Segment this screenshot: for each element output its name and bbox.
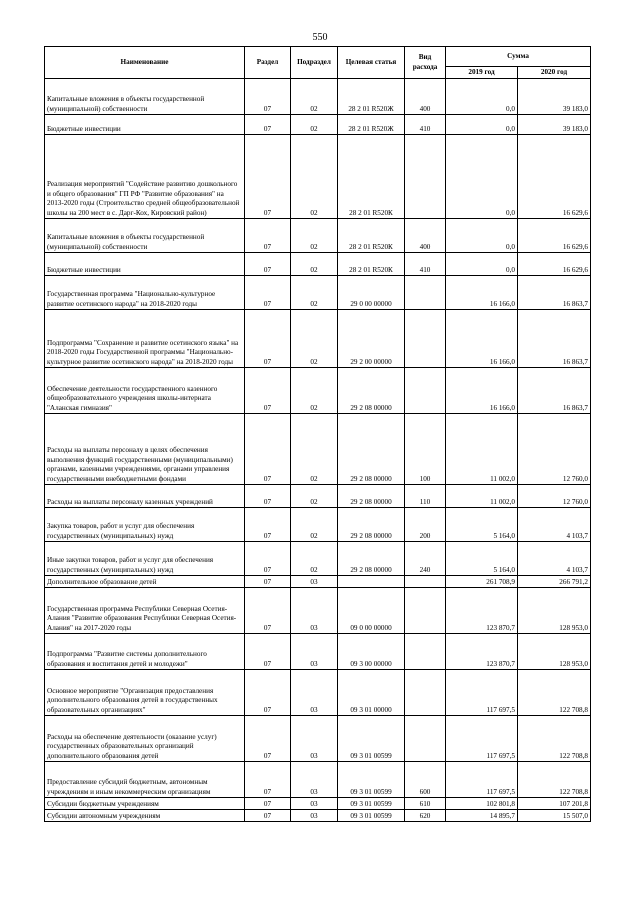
row-name: Государственная программа Республики Северная Осетия-Алания "Развитие образования Республики Северная Осетия-Алания" на 2017-2020 годы (45, 588, 245, 634)
row-name: Обеспечение деятельности государственного казенного общеобразовательного учреждения школы-интерната "Аланская гимназия" (45, 368, 245, 414)
row-sum-2020: 122 708,8 (518, 762, 591, 798)
row-subsection: 02 (291, 219, 338, 253)
row-sum-2019: 0,0 (446, 115, 518, 135)
row-sum-2020: 16 629,6 (518, 219, 591, 253)
row-kind: 610 (405, 798, 446, 810)
table-row (45, 810, 591, 822)
row-section: 07 (245, 542, 291, 576)
row-section: 07 (245, 762, 291, 798)
row-sum-2019: 123 870,7 (446, 634, 518, 670)
row-sum-2020: 16 629,6 (518, 135, 591, 219)
row-section: 07 (245, 79, 291, 115)
row-subsection: 03 (291, 810, 338, 822)
table-row (45, 588, 591, 634)
row-section: 07 (245, 310, 291, 368)
row-subsection: 03 (291, 634, 338, 670)
row-target: 09 3 01 00599 (338, 798, 405, 810)
row-section: 07 (245, 716, 291, 762)
row-sum-2019: 16 166,0 (446, 276, 518, 310)
row-section: 07 (245, 253, 291, 276)
row-sum-2019: 16 166,0 (446, 368, 518, 414)
row-target: 29 2 00 00000 (338, 310, 405, 368)
table-row (45, 716, 591, 762)
row-subsection: 03 (291, 588, 338, 634)
row-subsection: 02 (291, 253, 338, 276)
row-name: Основное мероприятие "Организация предоставления дополнительного образования детей в государственных образовательных организациях" (45, 670, 245, 716)
table-row (45, 79, 591, 115)
row-sum-2019: 117 697,5 (446, 716, 518, 762)
row-sum-2020: 4 103,7 (518, 508, 591, 542)
row-kind (405, 368, 446, 414)
row-subsection: 03 (291, 576, 338, 588)
row-name: Закупка товаров, работ и услуг для обеспечения государственных (муниципальных) нужд (45, 508, 245, 542)
table-row (45, 576, 591, 588)
row-sum-2019: 14 895,7 (446, 810, 518, 822)
table-row (45, 135, 591, 219)
row-subsection: 03 (291, 798, 338, 810)
row-target: 29 0 00 00000 (338, 276, 405, 310)
row-sum-2020: 4 103,7 (518, 542, 591, 576)
row-sum-2019: 11 002,0 (446, 485, 518, 508)
row-name: Бюджетные инвестиции (45, 253, 245, 276)
row-subsection: 02 (291, 276, 338, 310)
row-sum-2020: 266 791,2 (518, 576, 591, 588)
table-row (45, 276, 591, 310)
table-row (45, 485, 591, 508)
row-name: Субсидии автономным учреждениям (45, 810, 245, 822)
table-body (45, 79, 591, 822)
row-section: 07 (245, 508, 291, 542)
row-kind: 410 (405, 115, 446, 135)
row-sum-2020: 122 708,8 (518, 716, 591, 762)
row-section: 07 (245, 115, 291, 135)
row-target (338, 576, 405, 588)
table-row (45, 798, 591, 810)
table-header (45, 47, 591, 79)
row-subsection: 02 (291, 135, 338, 219)
row-sum-2020: 12 760,0 (518, 485, 591, 508)
row-target: 09 3 01 00599 (338, 716, 405, 762)
row-kind: 410 (405, 253, 446, 276)
row-sum-2019: 117 697,5 (446, 670, 518, 716)
row-name: Капитальные вложения в объекты государственной (муниципальной) собственности (45, 219, 245, 253)
row-section: 07 (245, 670, 291, 716)
row-sum-2019: 0,0 (446, 135, 518, 219)
header-name: Наименование (45, 47, 245, 79)
row-target: 09 3 01 00599 (338, 810, 405, 822)
row-subsection: 02 (291, 485, 338, 508)
row-target: 28 2 01 R520Ж (338, 79, 405, 115)
budget-table (44, 46, 591, 822)
row-sum-2019: 5 164,0 (446, 508, 518, 542)
row-subsection: 02 (291, 115, 338, 135)
header-sum: Сумма (446, 47, 591, 67)
row-sum-2020: 39 183,0 (518, 115, 591, 135)
row-sum-2019: 0,0 (446, 253, 518, 276)
row-section: 07 (245, 798, 291, 810)
row-target: 29 2 08 00000 (338, 414, 405, 485)
page-number: 550 (312, 32, 328, 43)
row-subsection: 03 (291, 670, 338, 716)
row-kind: 400 (405, 79, 446, 115)
row-name: Подпрограмма "Развитие системы дополнительного образования и воспитания детей и молодежи" (45, 634, 245, 670)
table-row (45, 310, 591, 368)
row-target: 09 3 00 00000 (338, 634, 405, 670)
row-sum-2020: 122 708,8 (518, 670, 591, 716)
row-kind (405, 588, 446, 634)
row-name: Бюджетные инвестиции (45, 115, 245, 135)
table-row (45, 670, 591, 716)
row-target: 28 2 01 R520К (338, 219, 405, 253)
row-sum-2020: 16 629,6 (518, 253, 591, 276)
row-sum-2019: 0,0 (446, 219, 518, 253)
row-sum-2019: 11 002,0 (446, 414, 518, 485)
row-sum-2020: 15 507,0 (518, 810, 591, 822)
row-sum-2019: 117 697,5 (446, 762, 518, 798)
row-sum-2020: 16 863,7 (518, 368, 591, 414)
row-kind: 600 (405, 762, 446, 798)
table-row (45, 634, 591, 670)
row-name: Подпрограмма "Сохранение и развитие осетинского языка" на 2018-2020 годы Государственной программы "Национально-культурное развитие осетинского народа" на 2018-2020 годы (45, 310, 245, 368)
table-row (45, 253, 591, 276)
row-name: Иные закупки товаров, работ и услуг для обеспечения государственных (муниципальных) нужд (45, 542, 245, 576)
row-name: Государственная программа "Национально-культурное развитие осетинского народа" на 2018-2020 годы (45, 276, 245, 310)
row-section: 07 (245, 368, 291, 414)
row-sum-2019: 261 708,9 (446, 576, 518, 588)
table-row (45, 508, 591, 542)
row-kind: 200 (405, 508, 446, 542)
row-subsection: 02 (291, 414, 338, 485)
row-target: 29 2 08 00000 (338, 368, 405, 414)
row-kind (405, 576, 446, 588)
row-subsection: 02 (291, 368, 338, 414)
row-subsection: 03 (291, 716, 338, 762)
table-row (45, 762, 591, 798)
table-row (45, 542, 591, 576)
row-kind: 620 (405, 810, 446, 822)
row-sum-2020: 16 863,7 (518, 310, 591, 368)
row-target: 29 2 08 00000 (338, 508, 405, 542)
row-subsection: 02 (291, 310, 338, 368)
row-kind (405, 670, 446, 716)
row-sum-2020: 16 863,7 (518, 276, 591, 310)
row-name: Расходы на выплаты персоналу в целях обеспечения выполнения функций государственными (муниципальными) органами, казенными учреждениями, органами управления государственными внебюджетными фондами (45, 414, 245, 485)
row-kind: 100 (405, 414, 446, 485)
row-name: Расходы на выплаты персоналу казенных учреждений (45, 485, 245, 508)
row-kind (405, 276, 446, 310)
row-kind: 240 (405, 542, 446, 576)
table-row (45, 414, 591, 485)
row-target: 09 3 01 00000 (338, 670, 405, 716)
row-section: 07 (245, 414, 291, 485)
row-kind (405, 310, 446, 368)
table-row (45, 219, 591, 253)
row-section: 07 (245, 485, 291, 508)
row-name: Предоставление субсидий бюджетным, автономным учреждениям и иным некоммерческим организациям (45, 762, 245, 798)
row-name: Расходы на обеспечение деятельности (оказание услуг) государственных образовательных организаций дополнительного образования детей (45, 716, 245, 762)
row-target: 09 3 01 00599 (338, 762, 405, 798)
row-sum-2020: 39 183,0 (518, 79, 591, 115)
row-section: 07 (245, 634, 291, 670)
row-subsection: 02 (291, 508, 338, 542)
row-target: 09 0 00 00000 (338, 588, 405, 634)
header-subsection: Подраздел (291, 47, 338, 79)
row-section: 07 (245, 219, 291, 253)
table-row (45, 115, 591, 135)
row-sum-2019: 0,0 (446, 79, 518, 115)
row-section: 07 (245, 810, 291, 822)
row-name: Капитальные вложения в объекты государственной (муниципальной) собственности (45, 79, 245, 115)
row-subsection: 03 (291, 762, 338, 798)
table-row (45, 368, 591, 414)
header-year-2019: 2019 год (446, 67, 518, 79)
header-section: Раздел (245, 47, 291, 79)
row-kind (405, 716, 446, 762)
header-kind: Вид расхода (405, 47, 446, 79)
row-name: Субсидии бюджетным учреждениям (45, 798, 245, 810)
row-name: Дополнительное образование детей (45, 576, 245, 588)
row-sum-2019: 123 870,7 (446, 588, 518, 634)
header-target: Целевая статья (338, 47, 405, 79)
row-sum-2020: 107 201,8 (518, 798, 591, 810)
row-section: 07 (245, 588, 291, 634)
row-target: 28 2 01 R520К (338, 135, 405, 219)
row-sum-2019: 16 166,0 (446, 310, 518, 368)
row-section: 07 (245, 276, 291, 310)
row-kind: 110 (405, 485, 446, 508)
row-sum-2020: 12 760,0 (518, 414, 591, 485)
row-target: 28 2 01 R520К (338, 253, 405, 276)
row-subsection: 02 (291, 542, 338, 576)
row-sum-2020: 128 953,0 (518, 588, 591, 634)
row-section: 07 (245, 576, 291, 588)
row-sum-2020: 128 953,0 (518, 634, 591, 670)
row-kind (405, 135, 446, 219)
row-section: 07 (245, 135, 291, 219)
row-kind (405, 634, 446, 670)
row-sum-2019: 5 164,0 (446, 542, 518, 576)
row-target: 29 2 08 00000 (338, 485, 405, 508)
row-name: Реализация мероприятий "Содействие развитию дошкольного и общего образования" ГП РФ "Развитие образования" на 2013-2020 годы (Строительство средней общеобразовательной школы на 200 мест в с. Дарг-Кох, Кировский район) (45, 135, 245, 219)
row-target: 29 2 08 00000 (338, 542, 405, 576)
row-sum-2019: 102 801,8 (446, 798, 518, 810)
row-kind: 400 (405, 219, 446, 253)
row-subsection: 02 (291, 79, 338, 115)
header-year-2020: 2020 год (518, 67, 591, 79)
row-target: 28 2 01 R520Ж (338, 115, 405, 135)
